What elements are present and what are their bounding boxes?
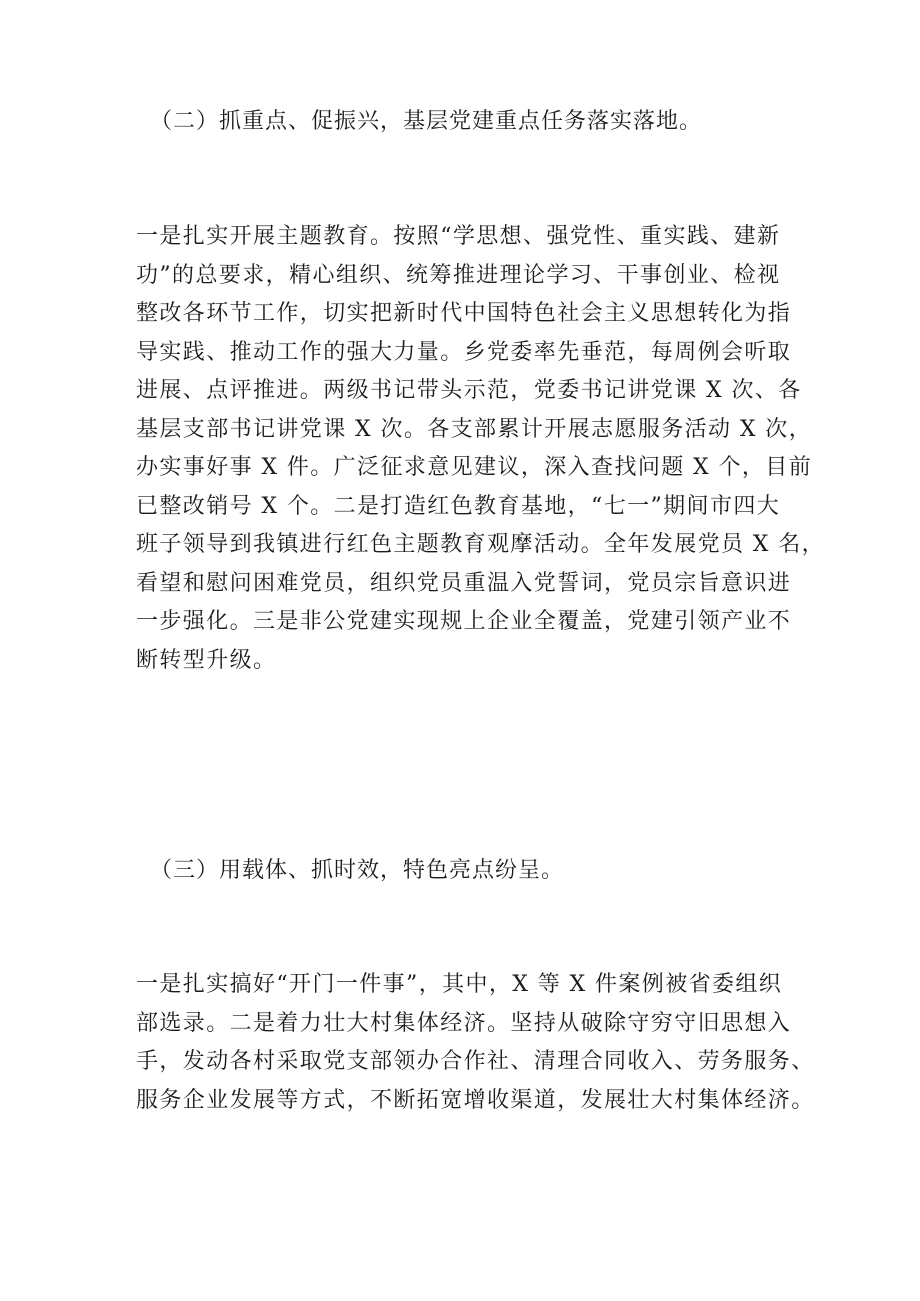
paragraph-section-3 (136, 966, 815, 1120)
section-heading-2: （二）抓重点、促振兴，基层党建重点任务落实落地。 (150, 109, 703, 134)
paragraph-line: 手，发动各村采取党支部领办合作社、清理合同收入、劳务服务、 (136, 1049, 815, 1074)
paragraph-line: 功”的总要求，精心组织、统筹推进理论学习、干事创业、检视 (136, 262, 781, 288)
section-heading-3: （三）用载体、抓时效，特色亮点纷呈。 (150, 858, 565, 883)
paragraph-line: 一是扎实搞好“开门一件事”，其中，X 等 X 件案例被省委组织 (136, 972, 783, 997)
paragraph-line: 整改各环节工作，切实把新时代中国特色社会主义思想转化为指 (136, 301, 792, 326)
paragraph-line: 一是扎实开展主题教育。按照“学思想、强党性、重实践、建新 (136, 224, 781, 249)
paragraph-line: 部选录。二是着力壮大村集体经济。坚持从破除守穷守旧思想入 (136, 1010, 792, 1036)
paragraph-line: 班子领导到我镇进行红色主题教育观摩活动。全年发展党员 X 名， (136, 532, 826, 557)
paragraph-line: 一步强化。三是非公党建实现规上企业全覆盖，党建引领产业不 (136, 609, 792, 634)
paragraph-section-2 (136, 218, 826, 680)
paragraph-line: 基层支部书记讲党课 X 次。各支部累计开展志愿服务活动 X 次， (136, 416, 813, 442)
paragraph-line: 看望和慰问困难党员，组织党员重温入党誓词，党员宗旨意识进 (136, 570, 792, 596)
paragraph-line: 办实事好事 X 件。广泛征求意见建议，深入查找问题 X 个，目前 (136, 455, 813, 480)
paragraph-line: 已整改销号 X 个。二是打造红色教育基地，“七一”期间市四大 (136, 493, 781, 519)
paragraph-line: 服务企业发展等方式，不断拓宽增收渠道，发展壮大村集体经济。 (136, 1087, 815, 1113)
paragraph-line: 断转型升级。 (136, 647, 277, 673)
paragraph-line: 导实践、推动工作的强大力量。乡党委率先垂范，每周例会听取 (136, 339, 792, 365)
paragraph-line: 进展、点评推进。两级书记带头示范，党委书记讲党课 X 次、各 (136, 378, 802, 403)
